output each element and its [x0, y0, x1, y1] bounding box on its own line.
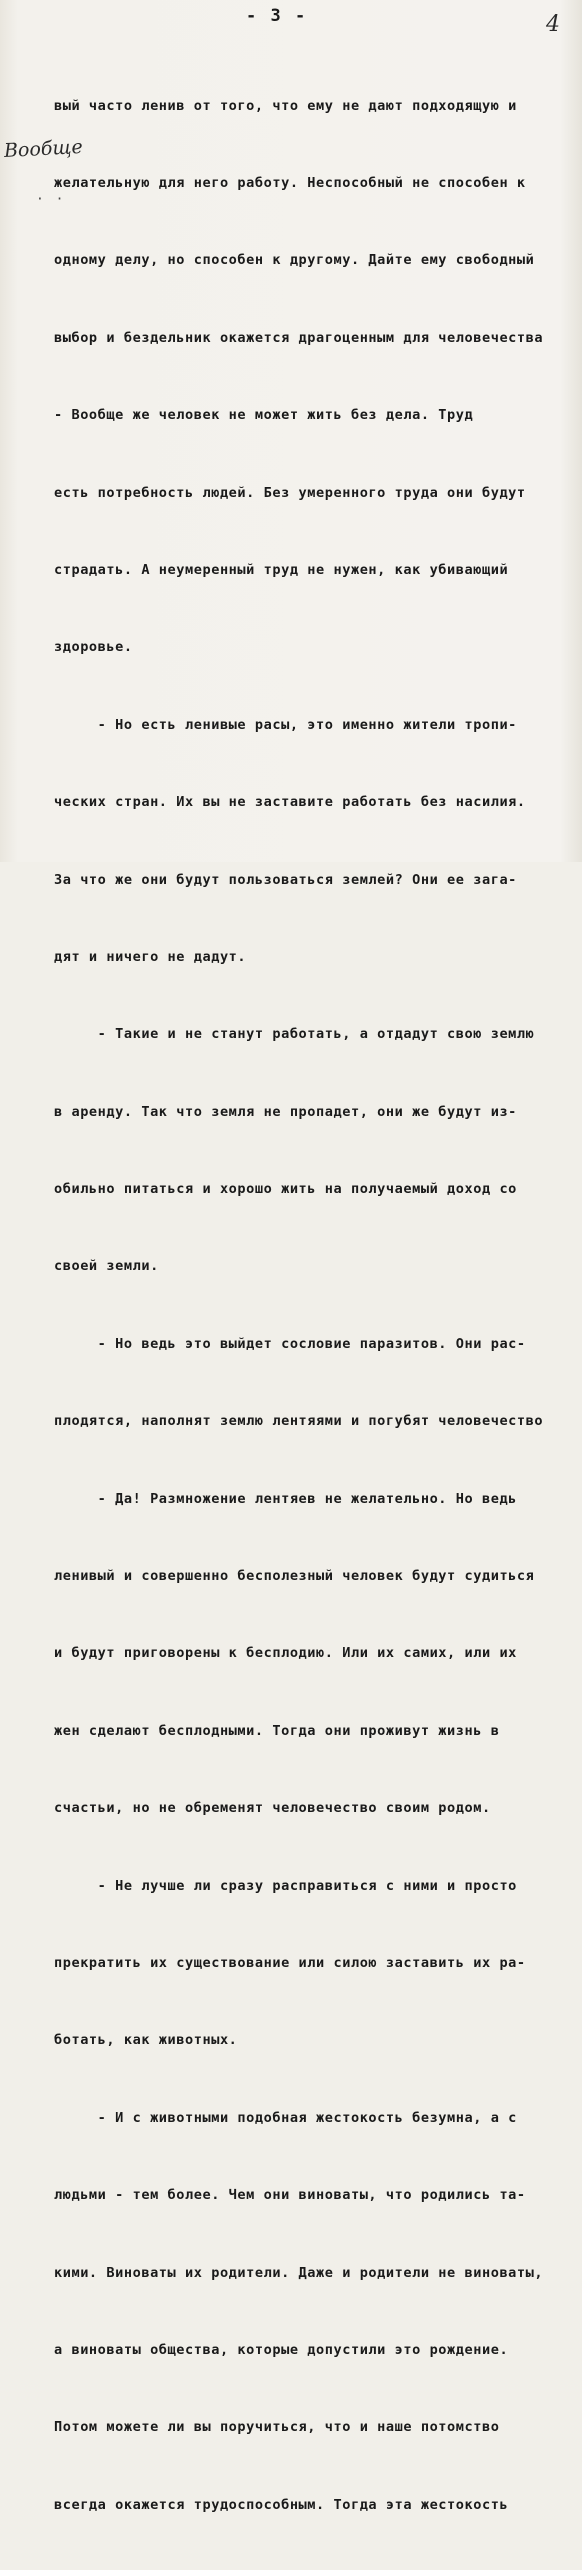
text-line: своей земли.: [54, 1258, 159, 1275]
handwritten-page-mark: 4: [546, 12, 560, 37]
text-line: За что же они будут пользоваться землей? Они ее зага-: [54, 871, 517, 888]
text-line: желательную для него работу. Неспособный не способен к: [54, 174, 526, 191]
text-line: дят и ничего не дадут.: [54, 948, 247, 965]
text-line: - И с животными подобная жестокость безумна, а с: [54, 2109, 517, 2126]
text-line: ботать, как животных.: [54, 2032, 238, 2049]
text-line: и будут приговорены к бесплодию. Или их самих, или их: [54, 1645, 517, 1662]
text-line: выбор и бездельник окажется драгоценным для человечества: [54, 329, 544, 346]
text-line: ческих стран. Их вы не заставите работать без насилия.: [54, 794, 526, 811]
text-line: страдать. А неумеренный труд не нужен, как убивающий: [54, 561, 509, 578]
text-line: а виноваты общества, которые допустили это рождение.: [54, 2341, 509, 2358]
typewritten-body: [54, 42, 580, 2570]
page-number: - 3 -: [246, 6, 308, 26]
text-line: - Не лучше ли сразу расправиться с ними и просто: [54, 1877, 517, 1894]
text-line: Потом можете ли вы поручиться, что и наше потомство: [54, 2419, 500, 2436]
text-line: одному делу, но способен к другому. Дайте ему свободный: [54, 252, 535, 269]
text-line: есть потребность людей. Без умеренного труда они будут: [54, 484, 526, 501]
text-line: в аренду. Так что земля не пропадет, они же будут из-: [54, 1103, 517, 1120]
text-line: плодятся, наполнят землю лентяями и погубят человечество: [54, 1413, 544, 1430]
text-line: обильно питаться и хорошо жить на получаемый доход со: [54, 1181, 517, 1198]
handwritten-margin-note: Вообще: [3, 135, 84, 163]
text-line: здоровье.: [54, 639, 133, 656]
text-line: кими. Виноваты их родители. Даже и родители не виноваты,: [54, 2264, 544, 2281]
text-line: жен сделают бесплодными. Тогда они проживут жизнь в: [54, 1722, 500, 1739]
text-line: счастьи, но не обременят человечество своим родом.: [54, 1800, 491, 1817]
text-line: - Да! Размножение лентяев не желательно. Но ведь: [54, 1490, 517, 1507]
text-line: ленивый и совершенно бесполезный человек будут судиться: [54, 1568, 535, 1585]
text-line: вый часто ленив от того, что ему не дают подходящую и: [54, 97, 517, 114]
text-line: - Вообще же человек не может жить без дела. Труд: [54, 407, 474, 424]
text-line: всегда окажется трудоспособным. Тогда эта жестокость: [54, 2496, 509, 2513]
text-line: прекратить их существование или силою заставить их ра-: [54, 1954, 526, 1971]
margin-marks: · ·: [36, 192, 66, 207]
text-line: людьми - тем более. Чем они виноваты, что родились та-: [54, 2187, 526, 2204]
text-line: - Но есть ленивые расы, это именно жители тропи-: [54, 716, 517, 733]
text-line: - Такие и не станут работать, а отдадут свою землю: [54, 1026, 535, 1043]
text-line: - Но ведь это выйдет сословие паразитов. Они рас-: [54, 1335, 526, 1352]
